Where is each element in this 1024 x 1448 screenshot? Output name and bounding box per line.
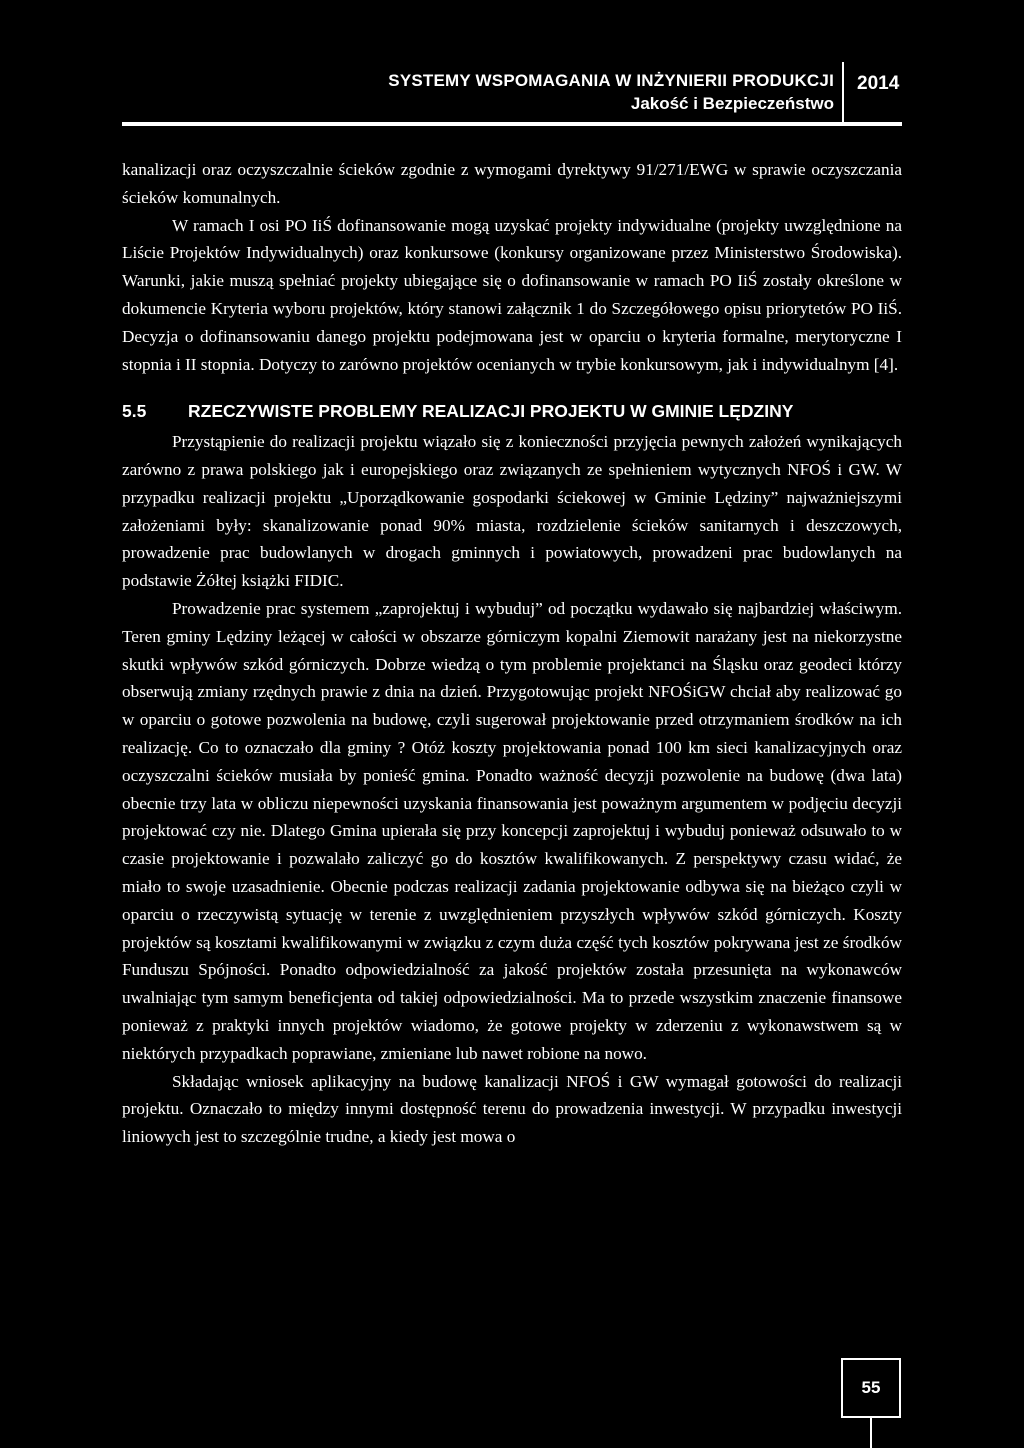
header-horizontal-rule [122,122,902,126]
page-number-stem [870,1418,872,1448]
paragraph: W ramach I osi PO IiŚ dofinansowanie mogą uzyskać projekty indywidualne (projekty uwzględnione na Liście Projektów Indywidualnych) oraz konkursowe (konkursy organizowane przez Ministerstwo Środowiska). Warunki, jakie muszą spełniać projekty ubiegające się o dofinansowanie w ramach PO IiŚ zostały określone w dokumencie Kryteria wyboru projektów, który stanowi załącznik 1 do Szczegółowego opisu priorytetów PO IiŚ. Decyzja o dofinansowaniu danego projektu podejmowana jest w oparciu o kryteria formalne, merytoryczne I stopnia i II stopnia. Dotyczy to zarówno projektów ocenianych w trybie konkursowym, jak i indywidualnym [4]. [122,215,902,374]
section-title: RZECZYWISTE PROBLEMY REALIZACJI PROJEKTU W GMINIE LĘDZINY [188,401,794,422]
header-vertical-divider [842,62,844,126]
section-number: 5.5 [122,401,147,422]
article-body [122,156,902,1151]
page-header [0,0,1024,130]
paragraph: Składając wniosek aplikacyjny na budowę kanalizacji NFOŚ i GW wymagał gotowości do realizacji projektu. Oznaczało to między innymi dostępność terenu do prowadzenia inwestycji. W przypadku inwestycji liniowych jest to szczególnie trudne, a kiedy jest mowa o [122,1071,902,1147]
section-heading [122,398,902,426]
paragraph: Prowadzenie prac systemem „zaprojektuj i wybuduj” od początku wydawało się najbardziej właściwym. Teren gminy Lędziny leżącej w całości w obszarze górniczym kopalni Ziemowit narażany jest na niekorzystne skutki wpływów szkód górniczych. Dobrze wiedzą o tym problemie projektanci na Śląsku oraz geodeci którzy obserwują zmiany rzędnych prawie z dnia na dzień. Przygotowując projekt NFOŚiGW chciał aby realizować go w oparciu o gotowe pozwolenia na budowę, czyli sugerował projektowanie przed otrzymaniem środków na ich realizację. Co to oznaczało dla gminy ? Otóż koszty projektowania ponad 100 km sieci kanalizacyjnych oraz oczyszczalni ścieków musiała by ponieść gmina. Ponadto ważność decyzji pozwolenie na budowę (dwa lata) obecnie trzy lata w obliczu niepewności uzyskania finansowania jest poważnym argumentem w podjęciu decyzji projektować czy nie. Dlatego Gmina upierała się przy koncepcji zaprojektuj i wybuduj ponieważ odsuwało to w czasie projektowanie i pozwalało zaliczyć go do kosztów kwalifikowanych. Z perspektywy czasu widać, że miało to swoje uzasadnienie. Obecnie podczas realizacji zadania projektowanie odbywa się na bieżąco czyli w oparciu o rzeczywistą sytuację w terenie z uwzględnieniem przyszłych wpływów szkód górniczych. Koszty projektów są kosztami kwalifikowanymi w związku z czym duża część tych kosztów pokrywana jest ze środków Funduszu Spójności. Ponadto odpowiedzialność za jakość projektów została przesunięta na wykonawców uwalniając tym samym beneficjenta od takiej odpowiedzialności. Ma to przede wszystkim znaczenie finansowe ponieważ z praktyki innych projektów wiadomo, że gotowe projekty w zderzeniu z wykonawstwem są w niektórych przypadkach poprawiane, zmieniane lub nawet robione na nowo. [122,598,902,1063]
journal-year: 2014 [857,73,900,94]
paragraph: Przystąpienie do realizacji projektu wiązało się z konieczności przyjęcia pewnych założeń wynikających zarówno z prawa polskiego jak i europejskiego oraz związanych ze spełnieniem wytycznych NFOŚ i GW. W przypadku realizacji projektu „Uporządkowanie gospodarki ściekowej w Gminie Lędziny” najważniejszymi założeniami były: skanalizowanie ponad 90% miasta, rozdzielenie ścieków sanitarnych i deszczowych, prowadzenie prac budowlanych w drogach gminnych i powiatowych, prowadzeni prac budowlanych na podstawie Żółtej książki FIDIC. [122,432,902,591]
journal-title: SYSTEMY WSPOMAGANIA W INŻYNIERII PRODUKCJI [388,71,834,90]
journal-subtitle: Jakość i Bezpieczeństwo [630,94,834,113]
page-number-box [841,1358,901,1418]
paragraph: kanalizacji oraz oczyszczalnie ścieków zgodnie z wymogami dyrektywy 91/271/EWG w sprawie oczyszczania ścieków komunalnych. [122,160,902,207]
page-number: 55 [861,1378,881,1397]
